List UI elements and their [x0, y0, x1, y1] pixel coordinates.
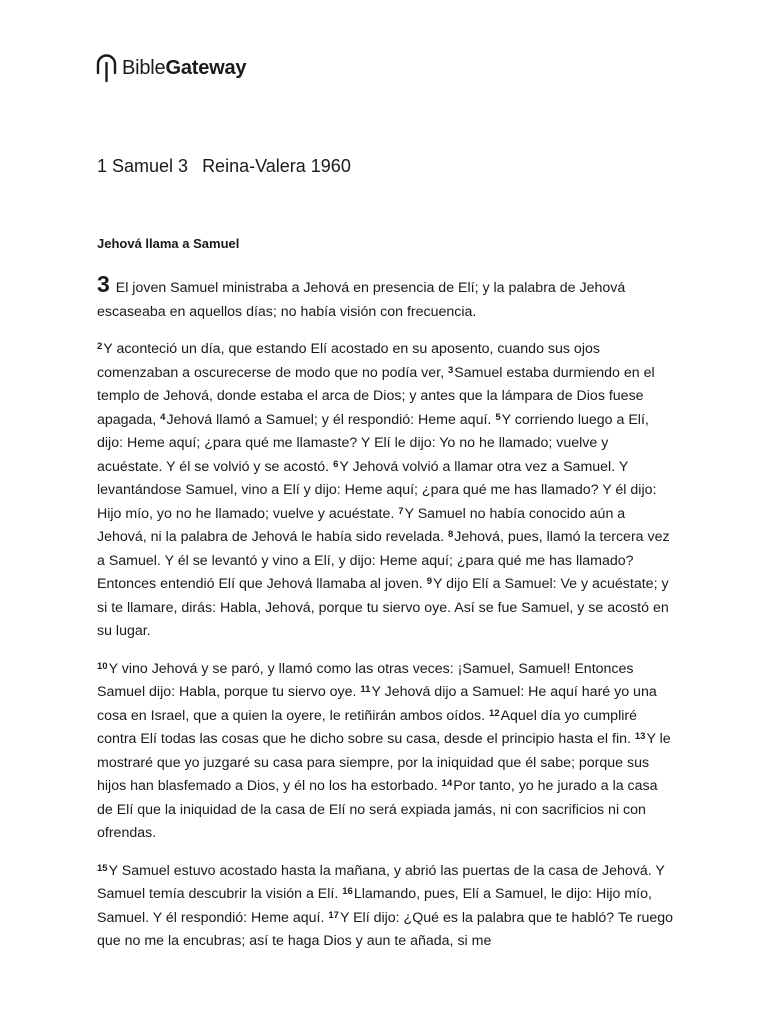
paragraph — [97, 860, 677, 954]
verse-number: 12 — [488, 707, 500, 719]
verse-text: Llamando, pues, Elí a Samuel, le dijo: Hijo mío, Samuel. Y él respondió: Heme aquí. — [97, 886, 652, 926]
passage-reference: 1 Samuel 3 — [97, 156, 189, 176]
paragraph — [97, 338, 677, 644]
verse-number: 14 — [441, 778, 453, 789]
logo-wordmark-part1: Bible — [122, 56, 166, 79]
paragraph — [97, 271, 677, 324]
verse-text: Aquel día yo cumpliré contra Elí todas las cosas que he dicho sobre su casa, desde el principio hasta el fin. — [97, 707, 637, 747]
verse-number: 13 — [634, 731, 646, 742]
passage-text — [97, 271, 677, 968]
biblegateway-logo[interactable] — [94, 52, 246, 84]
verse-number: 5 — [495, 411, 501, 423]
verse-number: 15 — [97, 862, 108, 874]
verse-text: Jehová llamó a Samuel; y él respondió: Heme aquí. — [166, 411, 492, 428]
verse-text: Y corriendo luego a Elí, dijo: Heme aquí; ¿para qué me llamaste? Y Elí le dijo: Yo no he llamado; vuelve y acuéstate. Y él se volvió y se acostó. — [97, 411, 649, 475]
verse-text: Samuel estaba durmiendo en el templo de Jehová, donde estaba el arca de Dios; y antes que la lámpara de Dios fuese apagada, — [97, 364, 655, 428]
verse-number: 6 — [333, 458, 339, 470]
verse-text: Y le mostraré que yo juzgaré su casa para siempre, por la iniquidad que él sabe; porque sus hijos han blasfemado a Dios, y él no los ha estorbado. — [97, 731, 671, 794]
passage-version: Reina-Valera 1960 — [202, 156, 351, 176]
verse-number: 7 — [398, 505, 404, 517]
section-heading: Jehová llama a Samuel — [97, 236, 240, 251]
verse-text: Por tanto, yo he jurado a la casa de Elí que la iniquidad de la casa de Elí no será expiada jamás, ni con sacrificios ni con ofrendas. — [97, 778, 658, 841]
verse-number: 17 — [328, 909, 339, 921]
verse-text: Y aconteció un día, que estando Elí acostado en su aposento, cuando sus ojos comenzaban a oscurecerse de modo que no podía ver, — [97, 341, 600, 381]
verse-text: El joven Samuel ministraba a Jehová en presencia de Elí; y la palabra de Jehová escaseaba en aquellos días; no había visión con frecuencia. — [97, 280, 626, 320]
verse-number: 2 — [97, 341, 103, 352]
verse-number: 10 — [97, 660, 108, 672]
logo-wordmark — [122, 57, 246, 80]
verse-text: Y Jehová volvió a llamar otra vez a Samuel. Y levantándose Samuel, vino a Elí y dijo: Heme aquí; ¿para qué me has llamado? Y él dijo: Hijo mío, yo no he llamado; vuelve y acuéstate. — [97, 458, 657, 522]
paragraph — [97, 658, 677, 846]
verse-text: Y Elí dijo: ¿Qué es la palabra que te habló? Te ruego que no me la encubras; así te haga Dios y aun te añada, si me — [97, 909, 674, 949]
biblegateway-logo-icon — [94, 53, 120, 83]
verse-text: Y Jehová dijo a Samuel: He aquí haré yo una cosa en Israel, que a quien la oyere, le retiñirán ambos oídos. — [97, 684, 657, 724]
verse-number: 3 — [448, 364, 454, 376]
verse-number: 9 — [426, 576, 432, 587]
verse-text: Y vino Jehová y se paró, y llamó como las otras veces: ¡Samuel, Samuel! Entonces Samuel dijo: Habla, porque tu siervo oye. — [97, 660, 634, 700]
logo-wordmark-part2: Gateway — [165, 56, 247, 79]
verse-text: Y dijo Elí a Samuel: Ve y acuéstate; y si te llamare, dirás: Habla, Jehová, porque tu siervo oye. Así se fue Samuel, y se acostó en su lugar. — [97, 576, 669, 639]
verse-number: 16 — [342, 886, 353, 897]
chapter-number: 3 — [97, 271, 110, 297]
verse-text: Jehová, pues, llamó la tercera vez a Samuel. Y él se levantó y vino a Elí, y dijo: Heme aquí; ¿para qué me has llamado? Entonces entendió Elí que Jehová llamaba al joven. — [97, 529, 670, 592]
passage-title — [97, 156, 351, 177]
verse-text: Y Samuel no había conocido aún a Jehová, ni la palabra de Jehová le había sido revelada. — [97, 505, 626, 545]
verse-number: 8 — [448, 529, 454, 540]
verse-text: Y Samuel estuvo acostado hasta la mañana, y abrió las puertas de la casa de Jehová. Y Samuel temía descubrir la visión a Elí. — [97, 862, 665, 902]
verse-number: 4 — [160, 411, 166, 423]
verse-number: 11 — [360, 684, 371, 695]
